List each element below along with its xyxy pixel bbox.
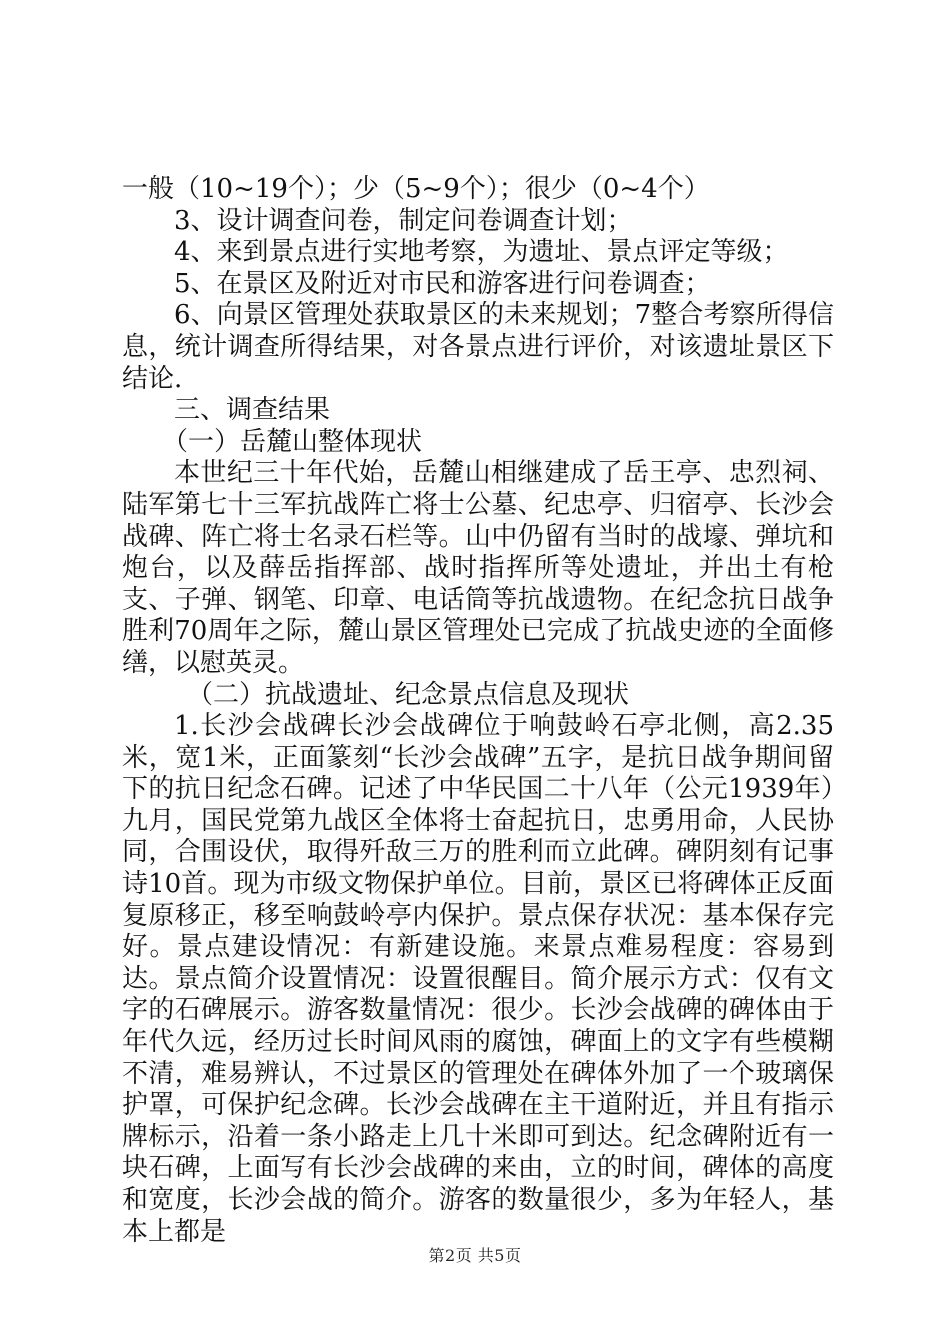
document-body	[122, 174, 834, 1248]
paragraph-level-definition: 一般（10~19个）；少（5~9个）；很少（0~4个）	[122, 174, 710, 204]
subsection-heading-overall-status: （一）岳麓山整体现状	[162, 426, 423, 457]
paragraph-step-4: 4、来到景点进行实地考察，为遗址、景点评定等级；	[174, 237, 789, 268]
paragraph-step-5: 5、在景区及附近对市民和游客进行问卷调查；	[174, 268, 711, 299]
paragraph-step-3: 3、设计调查问卷，制定问卷调查计划；	[174, 205, 633, 236]
paragraph-changsha-battle-monument: 1.长沙会战碑长沙会战碑位于响鼓岭石亭北侧，高2.35米，宽1米，正面篆刻“长沙会战碑”五字，是抗日战争期间留下的抗日纪念石碑。记述了中华民国二十八年（公元1939年）九月，国民党第九战区全体将士奋起抗日，忠勇用命，人民协同，合围设伏，取得歼敌三万的胜利而立此碑。碑阴刻有记事诗10首。现为市级文物保护单位。目前，景区已将碑体正反面复原移正，移至响鼓岭亭内保护。景点保存状况：基本保存完好。景点建设情况：有新建设施。来景点难易程度：容易到达。景点简介设置情况：设置很醒目。简介展示方式：仅有文字的石碑展示。游客数量情况：很少。长沙会战碑的碑体由于年代久远，经历过长时间风雨的腐蚀，碑面上的文字有些模糊不清，难易辨认，不过景区的管理处在碑体外加了一个玻璃保护罩，可保护纪念碑。长沙会战碑在主干道附近，并且有指示牌标示，沿着一条小路走上几十米即可到达。纪念碑附近有一块石碑，上面写有长沙会战碑的来由，立的时间，碑体的高度和宽度，长沙会战的简介。游客的数量很少，多为年轻人，基本上都是	[122, 711, 834, 1247]
paragraph-step-6-7: 6、向景区管理处获取景区的未来规划；7整合考察所得信息，统计调查所得结果，对各景点进行评价，对该遗址景区下结论.	[122, 300, 834, 394]
page-number-footer: 第2页 共5页	[428, 1246, 522, 1265]
section-heading-results: 三、调查结果	[174, 395, 331, 426]
subsection-heading-sites-info: （二）抗战遗址、纪念景点信息及现状	[187, 679, 630, 710]
paragraph-overall-status: 本世纪三十年代始，岳麓山相继建成了岳王亭、忠烈祠、陆军第七十三军抗战阵亡将士公墓、纪忠亭、归宿亭、长沙会战碑、阵亡将士名录石栏等。山中仍留有当时的战壕、弹坑和炮台，以及薛岳指挥部、战时指挥所等处遗址，并出土有枪支、子弹、钢笔、印章、电话筒等抗战遗物。在纪念抗日战争胜利70周年之际，麓山景区管理处已完成了抗战史迹的全面修缮，以慰英灵。	[122, 458, 834, 678]
